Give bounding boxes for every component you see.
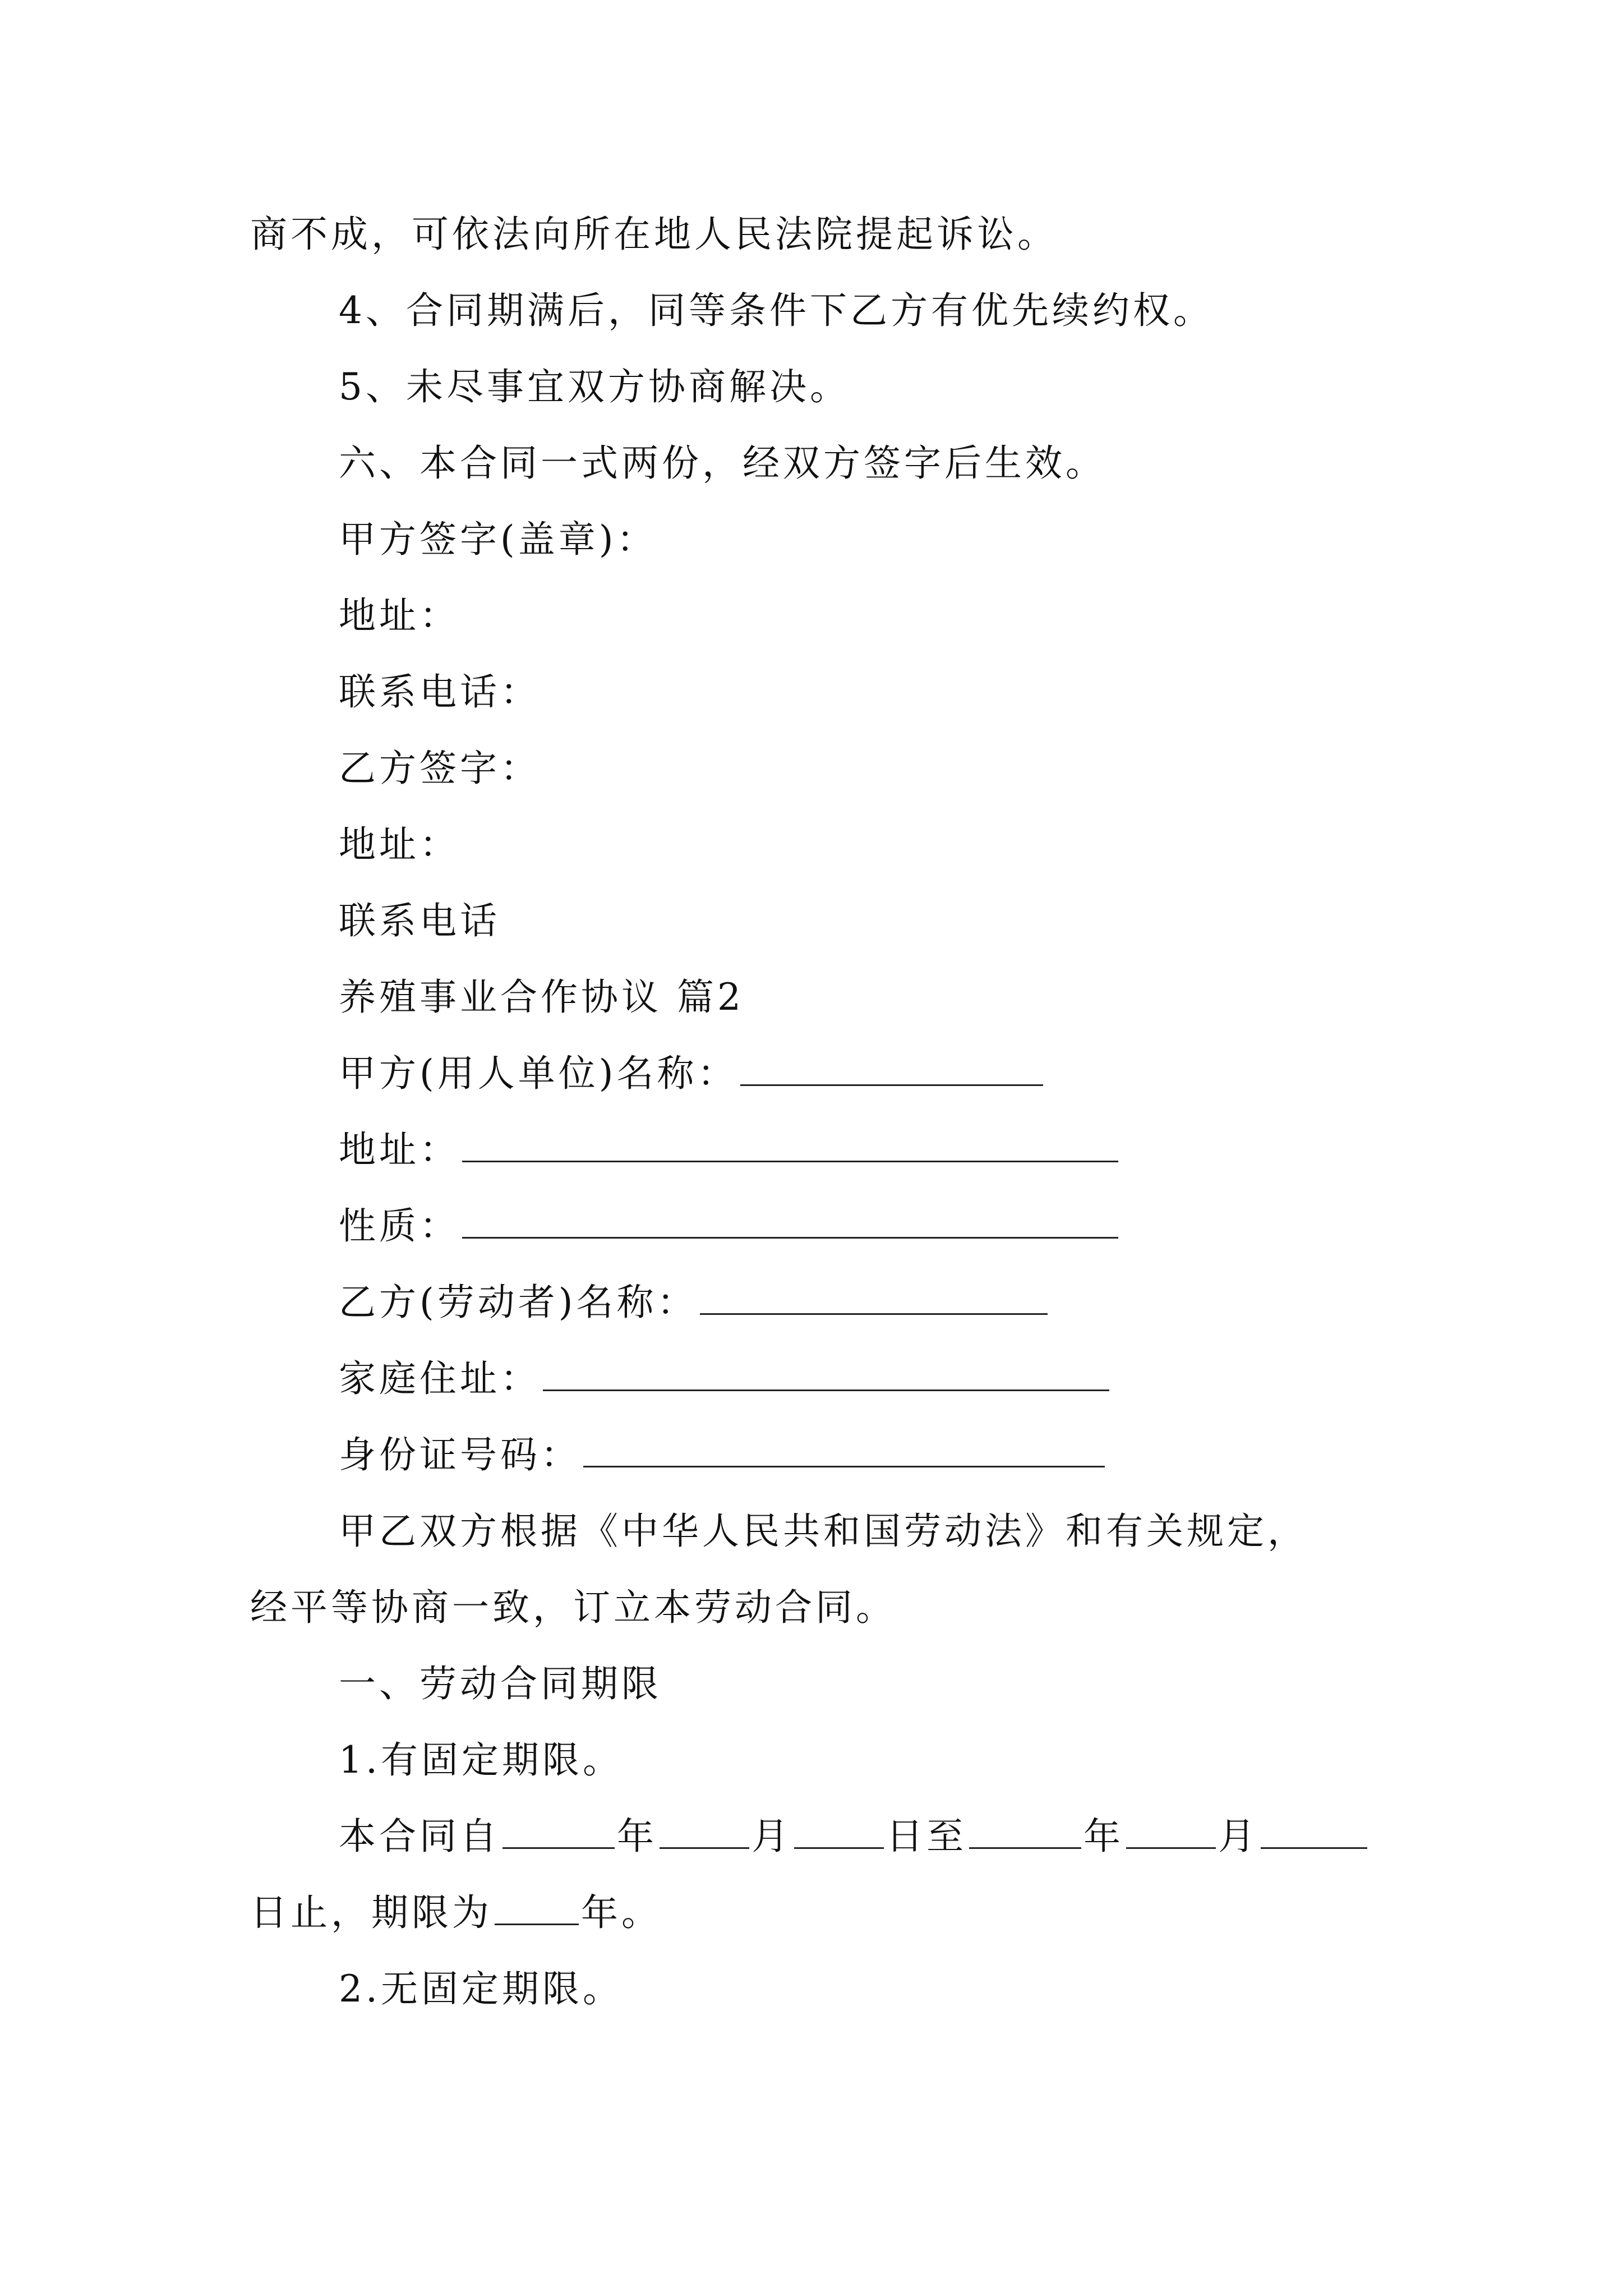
employer-address-row [339,1128,1121,1172]
employer-address-label: 地址： [339,1128,460,1171]
end-month-blank [1126,1815,1216,1849]
intro-paragraph-line1: 甲乙双方根据《中华人民共和国劳动法》和有关规定， [339,1510,1308,1553]
end-month-label: 月 [1218,1815,1258,1858]
open-term-item: 2.无固定期限。 [339,1967,623,2010]
start-month-blank [660,1815,749,1849]
employer-address-blank [462,1128,1118,1162]
clause-copies: 六、本合同一式两份，经双方签字后生效。 [339,441,1106,485]
employee-name-row [339,1280,1050,1325]
employee-name-blank [700,1281,1048,1315]
term-end-day-text: 日止，期限为 [250,1891,492,1934]
employer-nature-blank [462,1204,1118,1239]
home-address-row [339,1356,1112,1401]
id-number-label: 身份证号码： [339,1433,581,1476]
party-b-address-label: 地址： [339,823,460,866]
section-title: 养殖事业合作协议 篇2 [339,976,744,1019]
term-years-blank [495,1891,579,1925]
party-a-address-label: 地址： [339,594,460,637]
term-period-line1 [339,1814,1370,1859]
paragraph-lawsuit: 商不成，可依法向所在地人民法院提起诉讼。 [250,213,1058,256]
party-b-phone-label: 联系电话 [339,899,500,942]
employer-name-row [339,1051,1045,1096]
employer-name-label: 甲方(用人单位)名称： [339,1052,738,1095]
start-year-blank [502,1815,615,1849]
employer-nature-label: 性质： [339,1204,460,1248]
employee-name-label: 乙方(劳动者)名称： [339,1281,698,1324]
clause-renewal: 4、合同期满后，同等条件下乙方有优先续约权。 [339,289,1214,332]
term-start-text: 本合同自 [339,1815,500,1858]
party-a-phone-label: 联系电话： [339,670,541,714]
end-day-blank [1261,1815,1367,1849]
start-year-label: 年 [617,1815,657,1858]
end-year-label: 年 [1083,1815,1124,1858]
start-month-label: 月 [751,1815,792,1858]
end-year-blank [969,1815,1081,1849]
start-day-label: 日至 [886,1815,967,1858]
party-a-signature-label: 甲方签字(盖章)： [339,518,657,561]
party-b-signature-label: 乙方签字： [339,747,541,790]
home-address-label: 家庭住址： [339,1357,541,1400]
id-number-blank [583,1433,1105,1467]
id-number-row [339,1433,1107,1478]
employer-name-blank [740,1052,1043,1086]
intro-paragraph-line2: 经平等协商一致，订立本劳动合同。 [250,1586,896,1629]
term-heading: 一、劳动合同期限 [339,1662,662,1705]
start-day-blank [794,1815,884,1849]
term-period-line2 [250,1890,662,1935]
clause-unresolved: 5、未尽事宜双方协商解决。 [339,365,850,408]
employer-nature-row [339,1204,1121,1249]
term-years-label: 年。 [581,1891,662,1934]
fixed-term-item: 1.有固定期限。 [339,1738,623,1782]
home-address-blank [543,1357,1109,1391]
